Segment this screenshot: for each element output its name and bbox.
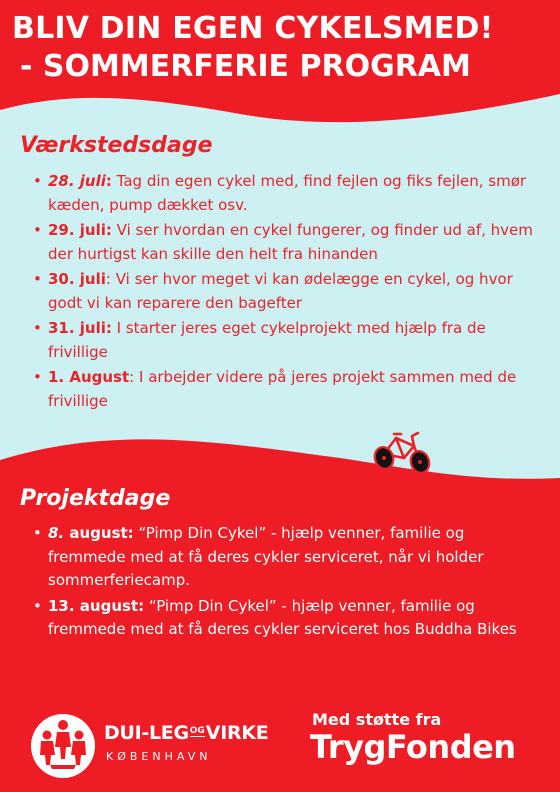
title-line-1: BLIV DIN EGEN CYKELSMED! — [12, 11, 494, 46]
workshop-heading: Værkstedsdage — [20, 133, 213, 158]
bullet-icon: • — [33, 221, 42, 239]
item-date-num: 8. — [48, 524, 65, 542]
bullet-icon: • — [33, 596, 42, 615]
item-date: 31. juli: — [48, 319, 112, 337]
workshop-list — [33, 170, 548, 415]
bullet-icon: • — [33, 172, 42, 190]
item-date: august: — [64, 524, 134, 542]
org-name-og: OG — [189, 726, 205, 736]
item-date: august: — [74, 596, 145, 615]
list-item — [33, 317, 548, 364]
bullet-icon: • — [33, 270, 42, 288]
children-circle-logo — [30, 713, 96, 779]
support-label: Med støtte fra — [312, 710, 442, 729]
bullet-icon: • — [33, 319, 42, 337]
item-sep: : — [105, 270, 111, 288]
org-city: KØBENHAVN — [106, 750, 212, 763]
list-item — [33, 522, 538, 593]
item-text: Vi ser hvor meget vi kan ødelægge en cykel, og hvor godt vi kan reparere den bagefter — [48, 270, 513, 312]
list-item — [33, 366, 548, 413]
org-name-part1: DUI-LEG — [104, 722, 189, 744]
title-line-2: - SOMMERFERIE PROGRAM — [20, 49, 471, 84]
item-date: 1. August — [48, 368, 130, 386]
org-name-part2: VIRKE — [205, 722, 269, 744]
project-list — [33, 522, 538, 644]
item-date-num: 13. — [48, 596, 75, 615]
list-item — [33, 595, 538, 642]
project-heading: Projektdage — [20, 486, 171, 511]
item-text: I arbejder videre på jeres projekt sammen med de frivillige — [48, 368, 517, 410]
item-text: Tag din egen cykel med, find fejlen og fiks fejlen, smør kæden, pump dækket osv. — [48, 172, 527, 214]
item-text: “Pimp Din Cykel” - hjælp venner, familie og fremmede med at få deres cykler serviceret, når vi holder sommerferiecamp. — [48, 524, 484, 589]
sponsor-logo-text: TrygFonden — [310, 728, 516, 766]
poster-title — [0, 10, 560, 86]
list-item — [33, 170, 548, 217]
bullet-icon: • — [33, 524, 42, 542]
list-item — [33, 268, 548, 315]
org-name — [104, 722, 268, 744]
item-text: Vi ser hvordan en cykel fungerer, og finder ud af, hvem der hurtigst kan skille den helt fra hinanden — [48, 221, 533, 263]
item-date: 30. juli — [48, 270, 106, 288]
list-item — [33, 219, 548, 266]
bicycle-icon — [370, 424, 434, 476]
item-sep: : — [105, 172, 112, 190]
item-text: “Pimp Din Cykel” - hjælp venner, familie og fremmede med at få deres cykler serviceret hos Buddha Bikes — [48, 596, 517, 638]
item-sep: : — [129, 368, 135, 386]
item-date: 28. juli — [48, 172, 106, 190]
bullet-icon: • — [33, 368, 42, 386]
item-date: 29. juli: — [48, 221, 112, 239]
item-text: I starter jeres eget cykelprojekt med hjælp fra de frivillige — [48, 319, 486, 361]
